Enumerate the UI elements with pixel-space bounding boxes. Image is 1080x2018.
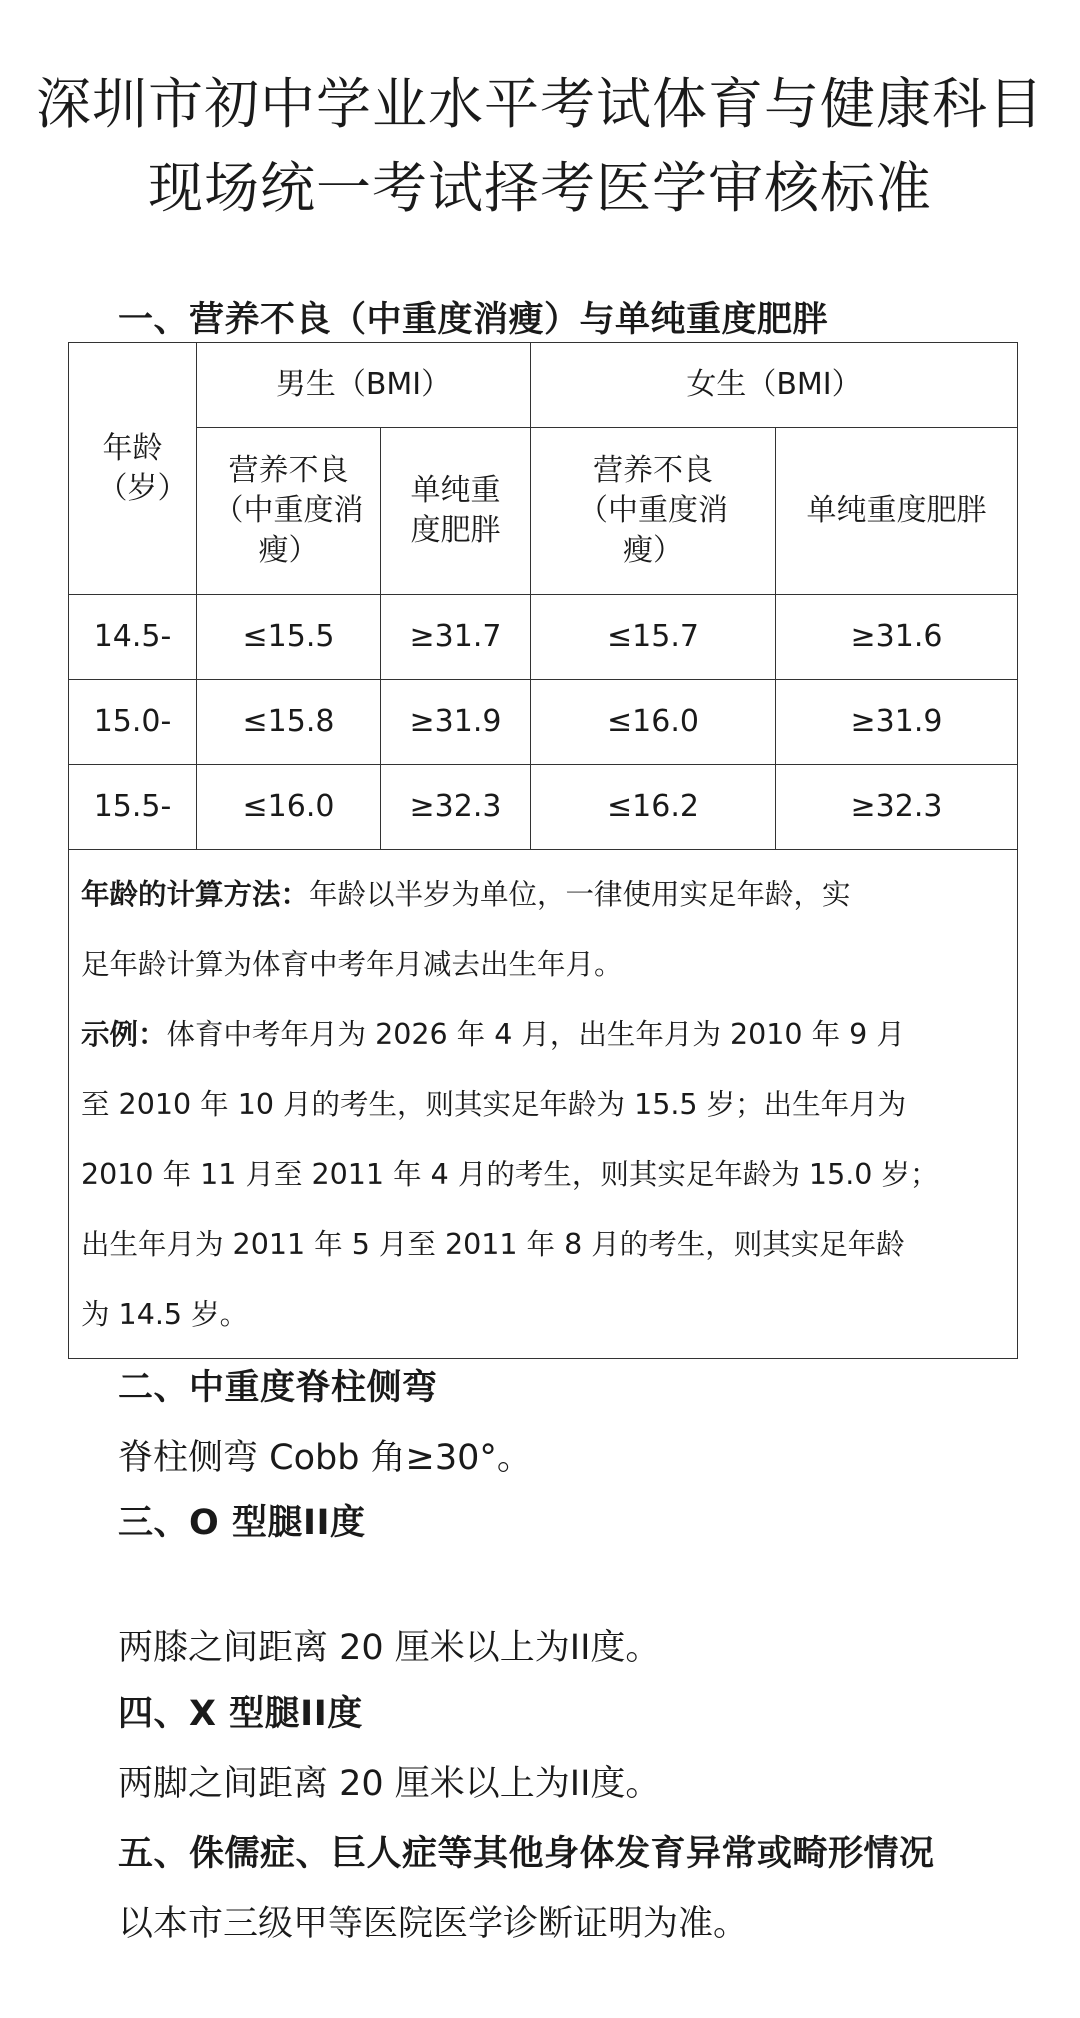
age-cell: 15.0- [69, 680, 197, 765]
male-obesity-cell: ≥32.3 [381, 765, 531, 850]
male-header-cell [197, 343, 531, 428]
female-malnutrition-cell: ≤16.2 [531, 765, 776, 850]
table-row [69, 765, 1018, 850]
title-line-2: 现场统一考试择考医学审核标准 [147, 156, 932, 220]
female-malnutrition-cell: ≤16.0 [531, 680, 776, 765]
female-header: 女生（BMI） [686, 367, 862, 402]
section5-heading: 五、侏儒症、巨人症等其他身体发育异常或畸形情况 [118, 1834, 935, 1874]
section4-heading: 四、X 型腿II度 [118, 1694, 363, 1734]
example-text-line-2: 至 2010 年 10 月的考生，则其实足年龄为 15.5 岁；出生年月为 [81, 1088, 907, 1121]
bmi-table [68, 342, 1018, 1359]
age-calculation-note [69, 850, 1018, 1359]
male-malnutrition-header: 营养不良（中重度消瘦） [213, 453, 364, 568]
table-row [69, 595, 1018, 680]
female-malnutrition-header: 营养不良（中重度消瘦） [578, 453, 728, 568]
example-text-line-5: 为 14.5 岁。 [81, 1298, 249, 1331]
method-label: 年龄的计算方法： [81, 878, 310, 911]
male-malnutrition-cell: ≤16.0 [197, 765, 381, 850]
age-cell: 14.5- [69, 595, 197, 680]
female-malnutrition-cell: ≤15.7 [531, 595, 776, 680]
title-line-1: 深圳市初中学业水平考试体育与健康科目 [35, 72, 1044, 136]
section2-heading: 二、中重度脊柱侧弯 [118, 1368, 438, 1408]
male-malnutrition-cell: ≤15.8 [197, 680, 381, 765]
female-obesity-cell: ≥32.3 [776, 765, 1018, 850]
female-obesity-cell: ≥31.9 [776, 680, 1018, 765]
male-obesity-header-cell [381, 428, 531, 595]
example-text-line-1: 体育中考年月为 2026 年 4 月，出生年月为 2010 年 9 月 [166, 1018, 905, 1051]
method-text-line-2: 足年龄计算为体育中考年月减去出生年月。 [81, 948, 623, 981]
method-text-line-1: 年龄以半岁为单位，一律使用实足年龄，实 [309, 878, 851, 911]
male-header: 男生（BMI） [275, 367, 452, 402]
section5-text: 以本市三级甲等医院医学诊断证明为准。 [118, 1904, 749, 1944]
male-obesity-header: 单纯重度肥胖 [410, 473, 501, 548]
section3-heading: 三、O 型腿II度 [118, 1503, 366, 1543]
example-label: 示例： [81, 1018, 167, 1051]
female-obesity-header-cell [776, 428, 1018, 595]
age-header: 年龄（岁） [97, 430, 188, 506]
male-obesity-cell: ≥31.9 [381, 680, 531, 765]
female-obesity-header: 单纯重度肥胖 [806, 493, 987, 528]
male-malnutrition-cell: ≤15.5 [197, 595, 381, 680]
age-header-cell [69, 343, 197, 595]
section3-text: 两膝之间距离 20 厘米以上为II度。 [118, 1628, 661, 1668]
example-text-line-3: 2010 年 11 月至 2011 年 4 月的考生，则其实足年龄为 15.0 岁； [81, 1158, 939, 1191]
female-obesity-cell: ≥31.6 [776, 595, 1018, 680]
section1-heading: 一、营养不良（中重度消瘦）与单纯重度肥胖 [118, 300, 829, 340]
female-header-cell [531, 343, 1018, 428]
age-cell: 15.5- [69, 765, 197, 850]
male-obesity-cell: ≥31.7 [381, 595, 531, 680]
section4-text: 两脚之间距离 20 厘米以上为II度。 [118, 1764, 661, 1804]
document-title [0, 62, 1080, 230]
table-row [69, 680, 1018, 765]
section2-text: 脊柱侧弯 Cobb 角≥30°。 [118, 1438, 532, 1478]
male-malnutrition-header-cell [197, 428, 381, 595]
example-text-line-4: 出生年月为 2011 年 5 月至 2011 年 8 月的考生，则其实足年龄 [81, 1228, 905, 1261]
female-malnutrition-header-cell [531, 428, 776, 595]
